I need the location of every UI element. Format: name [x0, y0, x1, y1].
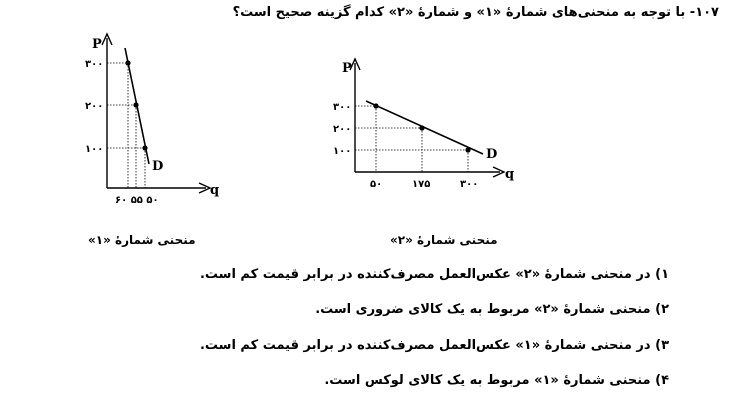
- option-2[interactable]: ۲) منحنی شمارهٔ «۲» مربوط به یک کالای ضروری است.: [315, 302, 669, 317]
- graph2-caption: منحنی شمارهٔ «۲»: [390, 233, 498, 247]
- graph1-caption: منحنی شمارهٔ «۱»: [88, 233, 196, 247]
- point-50-300: [373, 103, 378, 108]
- p-axis-label: P: [342, 61, 352, 76]
- curve-label-d: D: [152, 159, 164, 174]
- demand-curve-1-graph: [60, 30, 230, 210]
- y-tick-300: ۳۰۰: [333, 102, 352, 113]
- point-50-300: [125, 60, 130, 65]
- x-tick-175: ۱۷۵: [412, 179, 431, 190]
- y-tick-100: ۱۰۰: [333, 146, 352, 157]
- x-tick-50: ۵۰: [370, 179, 383, 190]
- x-tick-300: ۳۰۰: [460, 179, 479, 190]
- x-ticks-group: ۶۰ ۵۵ ۵۰: [115, 195, 159, 206]
- point-55-200: [133, 102, 138, 107]
- option-3[interactable]: ۳) در منحنی شمارهٔ «۱» عکس‌العمل مصرف‌کننده در برابر قیمت کم است.: [199, 338, 669, 353]
- curve-label-d: D: [486, 147, 498, 162]
- q-axis-label: q: [210, 183, 220, 198]
- q-axis-label: q: [505, 167, 515, 182]
- point-60-100: [142, 145, 147, 150]
- p-axis-label: P: [92, 37, 102, 52]
- point-175-200: [419, 125, 424, 130]
- demand-curve-2-graph: [320, 55, 530, 195]
- question-text: ۱۰۷- با توجه به منحنی‌های شمارهٔ «۱» و شمارهٔ «۲» کدام گزینه صحیح است؟: [232, 5, 719, 20]
- option-4[interactable]: ۴) منحنی شمارهٔ «۱» مربوط به یک کالای لوکس است.: [324, 373, 669, 388]
- y-tick-200: ۲۰۰: [85, 101, 104, 112]
- y-tick-100: ۱۰۰: [85, 144, 104, 155]
- y-tick-200: ۲۰۰: [333, 124, 352, 135]
- option-1[interactable]: ۱) در منحنی شمارهٔ «۲» عکس‌العمل مصرف‌کننده در برابر قیمت کم است.: [199, 267, 669, 282]
- point-300-100: [465, 147, 470, 152]
- y-tick-300: ۳۰۰: [85, 59, 104, 70]
